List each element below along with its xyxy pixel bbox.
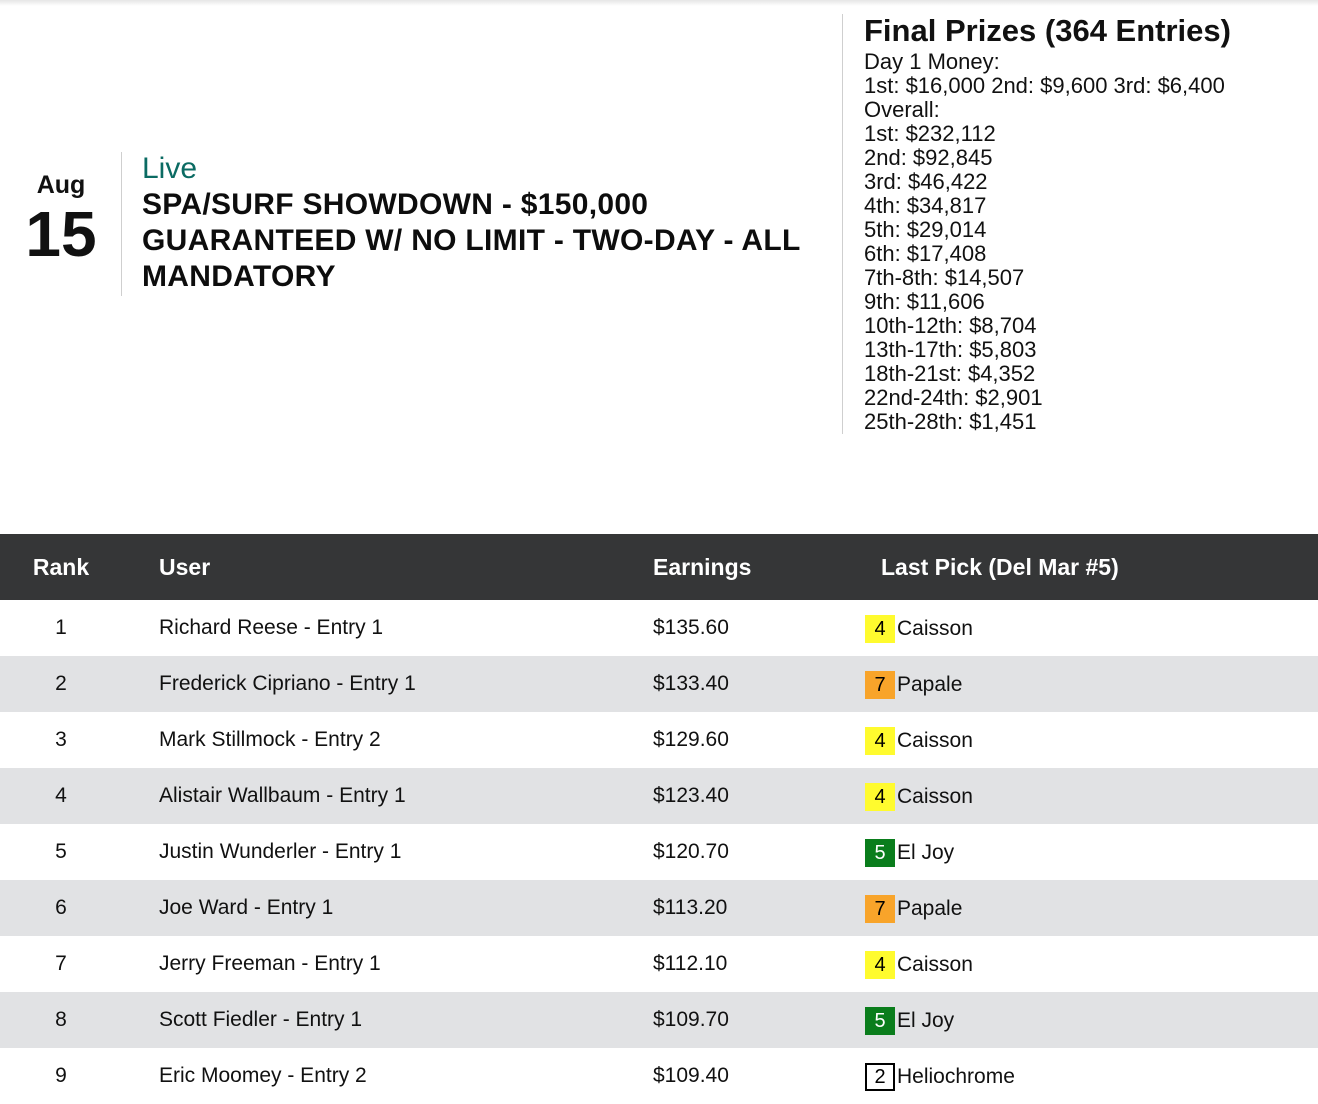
event-status: Live xyxy=(142,152,198,185)
row-last-pick xyxy=(865,783,973,811)
table-row[interactable] xyxy=(0,936,1318,992)
header-earnings[interactable]: Earnings xyxy=(653,554,752,580)
prize-line: 13th-17th: $5,803 xyxy=(864,337,1037,362)
row-rank: 4 xyxy=(55,784,67,807)
row-user[interactable]: Jerry Freeman - Entry 1 xyxy=(159,952,381,975)
horse-name: Caisson xyxy=(897,617,973,640)
row-rank: 7 xyxy=(55,952,67,975)
row-earnings: $109.40 xyxy=(653,1064,729,1087)
row-user[interactable]: Frederick Cipriano - Entry 1 xyxy=(159,672,416,695)
row-last-pick xyxy=(865,951,973,979)
row-last-pick xyxy=(865,895,962,923)
row-user[interactable]: Justin Wunderler - Entry 1 xyxy=(159,840,402,863)
row-last-pick xyxy=(865,727,973,755)
top-shadow xyxy=(0,0,1318,6)
event-day: 15 xyxy=(25,198,97,270)
row-user[interactable]: Scott Fiedler - Entry 1 xyxy=(159,1008,363,1031)
post-position-badge: 4 xyxy=(865,951,895,979)
post-position-badge: 4 xyxy=(865,783,895,811)
prizes-heading: Final Prizes (364 Entries) xyxy=(864,13,1231,48)
row-rank: 2 xyxy=(55,672,67,695)
post-position-badge: 5 xyxy=(865,839,895,867)
table-row[interactable] xyxy=(0,656,1318,712)
row-earnings: $109.70 xyxy=(653,1008,729,1031)
divider xyxy=(842,14,843,434)
row-earnings: $112.10 xyxy=(653,952,728,975)
row-rank: 1 xyxy=(55,616,67,639)
row-earnings: $135.60 xyxy=(653,616,729,639)
prize-line: 5th: $29,014 xyxy=(864,217,987,242)
row-last-pick xyxy=(865,1007,954,1035)
row-last-pick xyxy=(865,615,973,643)
row-user[interactable]: Mark Stillmock - Entry 2 xyxy=(159,728,381,751)
header-rank[interactable]: Rank xyxy=(32,554,90,580)
header-last-pick[interactable]: Last Pick (Del Mar #5) xyxy=(881,554,1119,580)
prize-line: 1st: $232,112 xyxy=(864,121,996,146)
table-row[interactable] xyxy=(0,880,1318,936)
prize-line: 10th-12th: $8,704 xyxy=(864,313,1037,338)
horse-name: Caisson xyxy=(897,953,973,976)
table-row[interactable] xyxy=(0,824,1318,880)
row-rank: 6 xyxy=(55,896,67,919)
prize-line: 3rd: $46,422 xyxy=(864,169,988,194)
post-position-badge: 7 xyxy=(865,895,895,923)
prize-line: 22nd-24th: $2,901 xyxy=(864,385,1043,410)
event-title[interactable]: SPA/SURF SHOWDOWN - $150,000 GUARANTEED W/ NO LIMIT - TWO-DAY - ALL MANDATORY xyxy=(142,188,801,293)
row-earnings: $120.70 xyxy=(653,840,729,863)
post-position-badge: 4 xyxy=(865,615,895,643)
post-position-badge: 5 xyxy=(865,1007,895,1035)
table-row[interactable] xyxy=(0,600,1318,656)
event-month: Aug xyxy=(36,171,86,199)
divider xyxy=(121,152,122,296)
prize-line: 9th: $11,606 xyxy=(864,289,985,314)
horse-name: El Joy xyxy=(897,1009,955,1032)
row-user[interactable]: Eric Moomey - Entry 2 xyxy=(159,1064,367,1087)
horse-name: Caisson xyxy=(897,785,973,808)
row-rank: 3 xyxy=(55,728,67,751)
row-earnings: $123.40 xyxy=(653,784,729,807)
row-last-pick xyxy=(865,1063,1015,1091)
table-row[interactable] xyxy=(0,992,1318,1048)
leaderboard-table xyxy=(0,534,1318,1104)
event-date xyxy=(0,168,122,270)
row-last-pick xyxy=(865,671,962,699)
row-rank: 8 xyxy=(55,1008,67,1031)
prize-line: Day 1 Money: xyxy=(864,49,1000,74)
table-body xyxy=(0,600,1318,1104)
prize-line: 4th: $34,817 xyxy=(864,193,987,218)
prize-panel xyxy=(864,12,1314,434)
prize-line: 18th-21st: $4,352 xyxy=(864,361,1036,386)
post-position-badge: 4 xyxy=(865,727,895,755)
prize-line: 1st: $16,000 2nd: $9,600 3rd: $6,400 xyxy=(864,73,1225,98)
row-earnings: $129.60 xyxy=(653,728,729,751)
prize-line: 25th-28th: $1,451 xyxy=(864,409,1037,434)
row-rank: 5 xyxy=(55,840,67,863)
row-user[interactable]: Joe Ward - Entry 1 xyxy=(159,896,334,919)
row-earnings: $133.40 xyxy=(653,672,729,695)
row-earnings: $113.20 xyxy=(653,896,728,919)
event-info xyxy=(142,151,802,295)
table-row[interactable] xyxy=(0,1048,1318,1104)
horse-name: El Joy xyxy=(897,841,955,864)
row-rank: 9 xyxy=(55,1064,67,1087)
table-row[interactable] xyxy=(0,768,1318,824)
horse-name: Papale xyxy=(897,673,963,696)
table-header xyxy=(0,534,1318,600)
prize-line: 2nd: $92,845 xyxy=(864,145,993,170)
prize-line: 7th-8th: $14,507 xyxy=(864,265,1025,290)
row-last-pick xyxy=(865,839,954,867)
row-user[interactable]: Alistair Wallbaum - Entry 1 xyxy=(159,784,406,807)
post-position-badge: 2 xyxy=(865,1063,895,1091)
post-position-badge: 7 xyxy=(865,671,895,699)
horse-name: Heliochrome xyxy=(897,1065,1015,1088)
prize-line: Overall: xyxy=(864,97,940,122)
horse-name: Papale xyxy=(897,897,963,920)
row-user[interactable]: Richard Reese - Entry 1 xyxy=(159,616,384,639)
header-user[interactable]: User xyxy=(159,554,211,580)
table-row[interactable] xyxy=(0,712,1318,768)
horse-name: Caisson xyxy=(897,729,973,752)
prize-line: 6th: $17,408 xyxy=(864,241,987,266)
